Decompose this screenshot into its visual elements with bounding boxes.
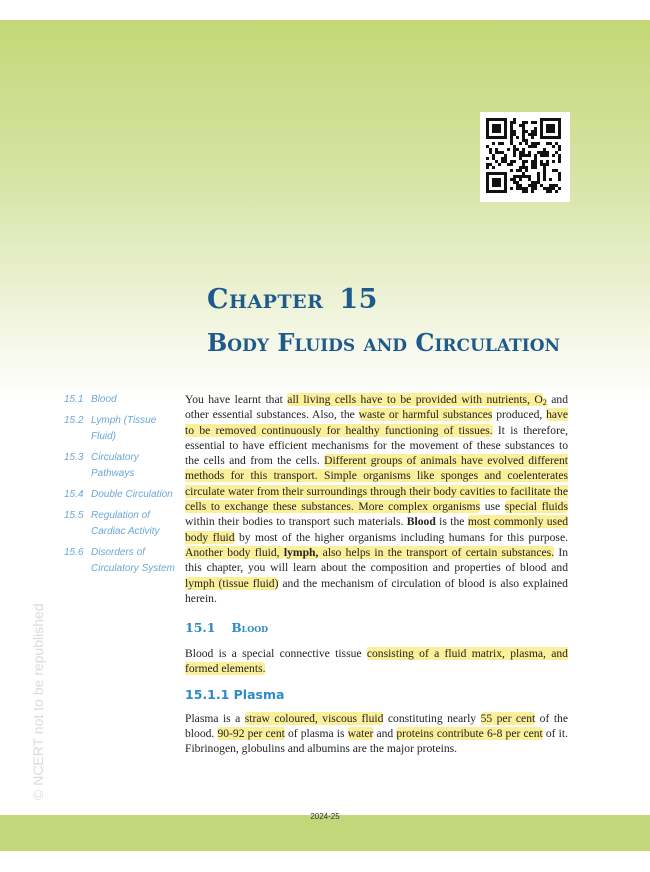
qr-module	[543, 175, 546, 178]
qr-module	[534, 157, 537, 160]
plasma-paragraph	[185, 711, 568, 757]
qr-module	[552, 145, 555, 148]
qr-module	[525, 121, 528, 124]
qr-module	[558, 175, 561, 178]
text-segment: constituting nearly	[383, 711, 481, 725]
qr-module	[555, 184, 558, 187]
qr-module	[513, 178, 516, 181]
qr-module	[531, 166, 534, 169]
qr-module	[525, 190, 528, 193]
qr-module	[558, 157, 561, 160]
section-title: Blood	[231, 621, 269, 636]
contents-item-number: 15.6	[64, 547, 84, 558]
qr-module	[540, 151, 543, 154]
contents-item-label: Circulatory Pathways	[91, 452, 139, 479]
qr-module	[510, 169, 513, 172]
qr-module	[489, 163, 492, 166]
qr-module	[492, 124, 501, 133]
qr-module	[522, 190, 525, 193]
contents-item-number: 15.3	[64, 452, 84, 463]
qr-module	[492, 157, 495, 160]
text-segment: Plasma is a	[185, 711, 245, 725]
qr-module	[534, 130, 537, 133]
chapter-label	[207, 284, 378, 315]
qr-module	[519, 184, 522, 187]
qr-module	[486, 163, 489, 166]
qr-module	[501, 160, 504, 163]
highlighted-text: Different groups of animals have evolved different methods for this transport. Simple organisms like sponges and coelenterates circulate water from their surroundings through their body cavities to facilitate the cells to exchange these substances. More complex organisms	[185, 454, 568, 514]
contents-item-label: Regulation of Cardiac Activity	[91, 510, 160, 537]
text-segment: is the	[435, 515, 468, 529]
qr-module	[531, 136, 534, 139]
qr-module	[516, 187, 519, 190]
qr-module	[534, 181, 537, 184]
qr-module	[546, 124, 555, 133]
qr-module	[516, 169, 519, 172]
qr-module	[510, 163, 513, 166]
qr-module	[519, 151, 522, 154]
footer-year: 2024-25	[310, 812, 340, 821]
qr-module	[540, 163, 543, 166]
qr-module	[525, 139, 528, 142]
qr-module	[540, 154, 543, 157]
qr-module	[537, 172, 540, 175]
qr-module	[510, 133, 513, 136]
main-column	[185, 392, 568, 757]
qr-module	[498, 151, 501, 154]
text-segment: and	[373, 727, 397, 741]
qr-module	[537, 178, 540, 181]
qr-module	[525, 160, 528, 163]
qr-module	[531, 145, 534, 148]
qr-module	[513, 145, 516, 148]
highlighted-text: consisting of a fluid matrix, plasma, and formed elements.	[185, 647, 568, 676]
text-segment: It is therefore, essential to have efficient mechanisms for the movement of these substances to the cells and from the cells.	[185, 423, 568, 468]
qr-module	[537, 175, 540, 178]
qr-module	[528, 133, 531, 136]
qr-module	[516, 148, 519, 151]
highlighted-text: 90-92 per cent	[217, 727, 285, 741]
chapter-title: Body Fluids and Circulation	[207, 328, 561, 357]
qr-module	[525, 169, 528, 172]
qr-module	[510, 139, 513, 142]
qr-module	[519, 187, 522, 190]
qr-module	[534, 187, 537, 190]
qr-module	[558, 178, 561, 181]
qr-module	[522, 148, 525, 151]
qr-module	[510, 178, 513, 181]
qr-module	[546, 163, 549, 166]
qr-module	[528, 184, 531, 187]
intro-paragraph	[185, 392, 568, 606]
text-segment: Blood is a special connective tissue	[185, 647, 367, 661]
qr-module	[522, 172, 525, 175]
highlighted-text: lymph (tissue fluid)	[185, 576, 279, 590]
qr-module	[531, 163, 534, 166]
contents-item-number: 15.2	[64, 415, 84, 426]
qr-module	[522, 151, 525, 154]
text-segment: You have learnt that	[185, 393, 288, 406]
qr-module	[516, 184, 519, 187]
qr-module	[528, 175, 531, 178]
contents-item-number: 15.5	[64, 510, 84, 521]
highlighted-text: special fluids	[504, 500, 568, 514]
qr-module	[522, 136, 525, 139]
qr-module	[501, 157, 504, 160]
section-number: 15.1	[185, 620, 216, 636]
chapter-word: Chapter	[207, 284, 324, 315]
highlighted-text: waste or harmful substances	[358, 408, 493, 422]
qr-module	[534, 133, 537, 136]
qr-module	[543, 154, 546, 157]
text-segment: by most of the higher organisms including humans for this purpose.	[234, 530, 568, 544]
qr-module	[492, 166, 495, 169]
qr-module	[534, 127, 537, 130]
qr-module	[492, 154, 495, 157]
qr-module	[546, 187, 549, 190]
highlighted-text: Another body fluid,	[185, 545, 284, 559]
qr-module	[534, 154, 537, 157]
contents-item[interactable]	[64, 392, 179, 408]
qr-module	[531, 187, 534, 190]
qr-module	[513, 121, 516, 124]
qr-module	[525, 142, 528, 145]
qr-module	[540, 160, 543, 163]
qr-module	[507, 148, 510, 151]
qr-module	[546, 142, 549, 145]
qr-module	[504, 160, 507, 163]
highlighted-text: have to be removed continuously for healthy functioning of tissues.	[185, 408, 568, 437]
contents-item-label: Double Circulation	[91, 489, 173, 500]
qr-module	[516, 136, 519, 139]
contents-item-label: Lymph (Tissue Fluid)	[91, 415, 157, 442]
qr-module	[510, 127, 513, 130]
qr-module	[513, 151, 516, 154]
qr-module	[531, 184, 534, 187]
qr-module	[492, 178, 501, 187]
highlighted-text: lymph,	[283, 545, 319, 559]
qr-module	[525, 130, 528, 133]
qr-module	[522, 163, 525, 166]
text-segment: of the blood.	[185, 711, 568, 741]
qr-module	[549, 142, 552, 145]
qr-module	[492, 142, 495, 145]
qr-module	[519, 169, 522, 172]
qr-module	[534, 121, 537, 124]
qr-module	[513, 154, 516, 157]
qr-module	[519, 157, 522, 160]
qr-module	[552, 154, 555, 157]
qr-module	[522, 121, 525, 124]
contents-item-label: Blood	[91, 394, 117, 405]
subscript-text: 2	[542, 398, 547, 407]
qr-module	[498, 163, 501, 166]
qr-module	[534, 184, 537, 187]
text-segment: produced,	[492, 408, 547, 422]
qr-module	[522, 166, 525, 169]
qr-module	[543, 187, 546, 190]
qr-module	[522, 160, 525, 163]
section-heading	[185, 620, 568, 636]
qr-module	[522, 187, 525, 190]
text-segment: and other essential substances. Also, the	[185, 393, 568, 422]
qr-module	[558, 160, 561, 163]
highlighted-text: straw coloured, viscous fluid	[244, 711, 384, 725]
qr-module	[522, 175, 525, 178]
qr-module	[519, 166, 522, 169]
qr-module	[519, 142, 522, 145]
qr-module	[558, 145, 561, 148]
qr-module	[525, 166, 528, 169]
qr-module	[522, 139, 525, 142]
qr-module	[543, 166, 546, 169]
qr-module	[519, 178, 522, 181]
qr-module	[549, 187, 552, 190]
qr-module	[552, 160, 555, 163]
qr-module	[498, 142, 501, 145]
qr-module	[549, 178, 552, 181]
contents-item[interactable]	[64, 450, 179, 482]
qr-module	[528, 145, 531, 148]
qr-module	[555, 169, 558, 172]
qr-module	[513, 118, 516, 121]
qr-module	[543, 163, 546, 166]
text-segment: Blood	[406, 515, 436, 529]
qr-module	[534, 163, 537, 166]
qr-module	[558, 187, 561, 190]
text-segment: use	[480, 500, 505, 514]
highlighted-text: all living cells have to be provided with nutrients, O	[287, 393, 543, 406]
qr-module	[516, 175, 519, 178]
qr-code-icon	[486, 118, 564, 196]
qr-module	[495, 151, 498, 154]
qr-module	[558, 172, 561, 175]
qr-module	[531, 133, 534, 136]
qr-code[interactable]	[480, 112, 570, 202]
qr-module	[531, 142, 534, 145]
qr-module	[501, 151, 504, 154]
qr-module	[537, 181, 540, 184]
qr-module	[522, 154, 525, 157]
qr-module	[531, 190, 534, 193]
qr-module	[510, 187, 513, 190]
qr-module	[519, 154, 522, 157]
text-segment: and the mechanism of circulation of blood is also explained herein.	[185, 576, 568, 605]
watermark: © NCERT not to be republished	[30, 603, 46, 800]
qr-module	[555, 190, 558, 193]
qr-module	[510, 124, 513, 127]
qr-module	[513, 148, 516, 151]
qr-module	[510, 136, 513, 139]
qr-module	[510, 160, 513, 163]
qr-module	[555, 142, 558, 145]
qr-module	[522, 133, 525, 136]
qr-module	[501, 142, 504, 145]
qr-module	[531, 160, 534, 163]
contents-item-label: Disorders of Circulatory System	[91, 547, 175, 574]
qr-module	[513, 160, 516, 163]
qr-module	[543, 172, 546, 175]
qr-module	[528, 178, 531, 181]
chapter-contents	[64, 392, 179, 582]
contents-item-number: 15.1	[64, 394, 84, 405]
text-segment: of plasma is	[284, 727, 348, 741]
qr-module	[486, 145, 489, 148]
qr-module	[546, 154, 549, 157]
qr-module	[531, 181, 534, 184]
qr-module	[525, 154, 528, 157]
qr-module	[543, 169, 546, 172]
qr-module	[555, 151, 558, 154]
qr-module	[513, 133, 516, 136]
contents-item[interactable]	[64, 487, 179, 503]
qr-module	[516, 181, 519, 184]
qr-module	[513, 175, 516, 178]
qr-module	[543, 178, 546, 181]
text-segment: within their bodies to transport such materials.	[185, 515, 407, 529]
qr-module	[486, 166, 489, 169]
qr-module	[534, 145, 537, 148]
qr-module	[546, 151, 549, 154]
qr-module	[513, 181, 516, 184]
highlighted-text: proteins contribute 6-8 per cent	[396, 727, 543, 741]
qr-module	[549, 190, 552, 193]
qr-module	[558, 148, 561, 151]
qr-module	[540, 184, 543, 187]
qr-module	[522, 127, 525, 130]
qr-module	[495, 160, 498, 163]
qr-module	[489, 148, 492, 151]
blood-paragraph	[185, 646, 568, 677]
qr-module	[504, 157, 507, 160]
text-segment: of it. Fibrinogen, globulins and albumins are the major proteins.	[185, 727, 569, 756]
qr-module	[513, 130, 516, 133]
qr-module	[507, 163, 510, 166]
qr-module	[534, 160, 537, 163]
highlighted-text: water	[347, 727, 374, 741]
subsection-heading: 15.1.1 Plasma	[185, 686, 285, 702]
qr-module	[537, 151, 540, 154]
qr-module	[525, 187, 528, 190]
qr-module	[495, 148, 498, 151]
qr-module	[528, 154, 531, 157]
qr-module	[534, 166, 537, 169]
qr-module	[552, 169, 555, 172]
qr-module	[522, 130, 525, 133]
qr-module	[546, 160, 549, 163]
qr-module	[552, 187, 555, 190]
qr-module	[510, 142, 513, 145]
qr-module	[543, 151, 546, 154]
qr-module	[531, 121, 534, 124]
qr-module	[525, 175, 528, 178]
qr-module	[510, 121, 513, 124]
qr-module	[504, 154, 507, 157]
qr-module	[519, 175, 522, 178]
text-segment: In this chapter, you will learn about the composition and properties of blood and	[185, 545, 568, 575]
qr-module	[528, 151, 531, 154]
contents-item[interactable]	[64, 413, 179, 445]
contents-item-number: 15.4	[64, 489, 84, 500]
highlighted-text: also helps in the transport of certain substances.	[318, 545, 555, 559]
qr-module	[519, 124, 522, 127]
chapter-number: 15	[339, 284, 378, 315]
qr-module	[510, 130, 513, 133]
highlighted-text: most commonly used body fluid	[185, 515, 569, 544]
highlighted-text: 55 per cent	[480, 711, 536, 725]
qr-module	[552, 184, 555, 187]
qr-module	[537, 142, 540, 145]
qr-module	[489, 151, 492, 154]
qr-module	[522, 124, 525, 127]
qr-module	[543, 148, 546, 151]
qr-module	[546, 190, 549, 193]
contents-item[interactable]	[64, 508, 179, 540]
qr-module	[558, 154, 561, 157]
qr-module	[531, 130, 534, 133]
qr-module	[486, 157, 489, 160]
contents-item[interactable]	[64, 545, 179, 577]
qr-module	[534, 142, 537, 145]
qr-module	[549, 184, 552, 187]
